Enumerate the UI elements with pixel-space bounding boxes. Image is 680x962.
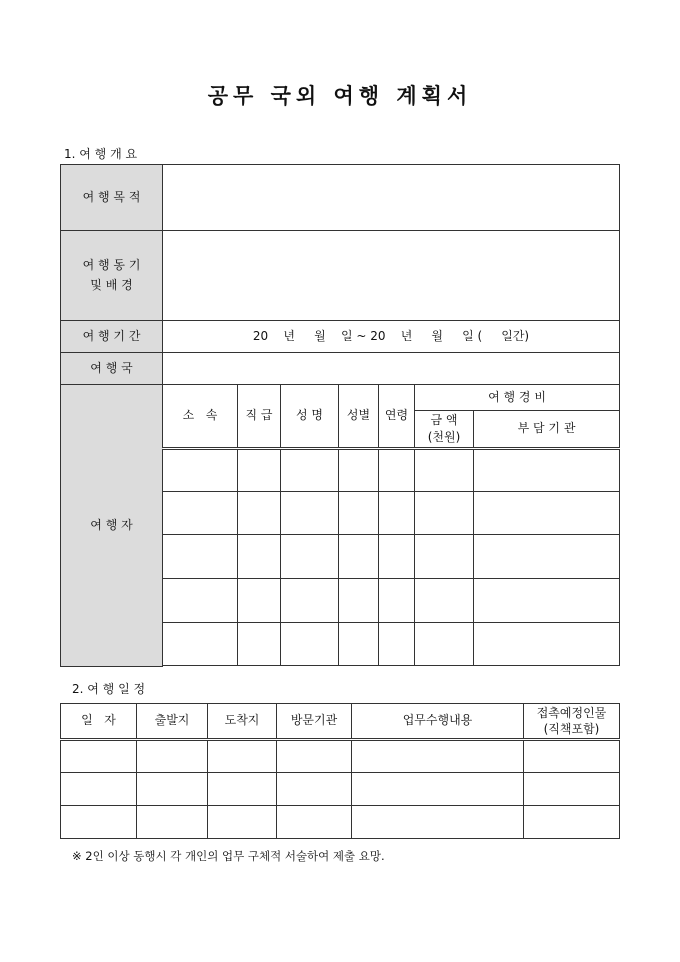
cell[interactable] [524,806,620,839]
col-payer: 부 담 기 관 [474,411,620,449]
col-affiliation: 소 속 [163,385,238,449]
cell[interactable] [277,740,352,773]
cell[interactable] [524,740,620,773]
section1-heading: 1. 여 행 개 요 [64,147,138,161]
purpose-label: 여 행 목 적 [61,165,163,231]
cell[interactable] [339,579,379,623]
cell[interactable] [379,623,415,666]
col-gender: 성별 [339,385,379,449]
cell[interactable] [474,623,620,666]
cell[interactable] [281,579,339,623]
period-field[interactable]: 20 년 월 일 ~ 20 년 월 일 ( 일간) [163,321,620,353]
cell[interactable] [415,623,474,666]
country-field[interactable] [163,353,620,385]
cell[interactable] [281,492,339,535]
col-arrival: 도착지 [208,704,277,740]
cell[interactable] [339,535,379,579]
col-agency: 방문기관 [277,704,352,740]
col-name: 성 명 [281,385,339,449]
col-amount-line2: (천원) [427,430,461,444]
cell[interactable] [238,449,281,492]
cell[interactable] [281,623,339,666]
col-age: 연령 [379,385,415,449]
col-amount [415,411,474,449]
cell[interactable] [415,579,474,623]
period-label: 여 행 기 간 [61,321,163,353]
cell[interactable] [352,740,524,773]
cell[interactable] [474,579,620,623]
cell[interactable] [415,492,474,535]
col-contact-line2: (직책포함) [543,722,600,736]
cell[interactable] [137,806,208,839]
cell[interactable] [352,773,524,806]
cell[interactable] [208,806,277,839]
document-title: 공무 국외 여행 계획서 [207,83,473,108]
col-task: 업무수행내용 [352,704,524,740]
cell[interactable] [137,773,208,806]
footnote: ※ 2인 이상 동행시 각 개인의 업무 구체적 서술하여 제출 요망. [72,849,385,863]
cell[interactable] [277,806,352,839]
purpose-field[interactable] [163,165,620,231]
schedule-row [61,740,620,773]
cell[interactable] [379,449,415,492]
cell[interactable] [474,449,620,492]
cell[interactable] [61,806,137,839]
cell[interactable] [137,740,208,773]
cell[interactable] [339,623,379,666]
country-label: 여 행 국 [61,353,163,385]
col-expense: 여 행 경 비 [415,385,620,411]
cell[interactable] [415,449,474,492]
schedule-row [61,806,620,839]
col-date: 일 자 [61,704,137,740]
traveler-label: 여 행 자 [61,385,163,667]
cell[interactable] [339,449,379,492]
cell[interactable] [474,535,620,579]
motive-label-line1: 여 행 동 기 [82,258,141,273]
cell[interactable] [238,535,281,579]
section2-heading: 2. 여 행 일 정 [72,682,146,696]
cell[interactable] [208,740,277,773]
motive-label-line2: 및 배 경 [90,277,133,292]
col-contact [524,704,620,740]
cell[interactable] [281,449,339,492]
col-departure: 출발지 [137,704,208,740]
motive-label [61,231,163,321]
travel-overview-table [60,164,620,667]
cell[interactable] [163,535,238,579]
cell[interactable] [208,773,277,806]
col-rank: 직 급 [238,385,281,449]
cell[interactable] [379,492,415,535]
cell[interactable] [339,492,379,535]
cell[interactable] [352,806,524,839]
cell[interactable] [163,579,238,623]
cell[interactable] [379,579,415,623]
cell[interactable] [163,623,238,666]
cell[interactable] [281,535,339,579]
col-contact-line1: 접촉예정인물 [536,705,607,720]
col-amount-line1: 금 액 [430,413,458,428]
cell[interactable] [379,535,415,579]
cell[interactable] [61,773,137,806]
motive-field[interactable] [163,231,620,321]
cell[interactable] [415,535,474,579]
cell[interactable] [163,449,238,492]
cell[interactable] [474,492,620,535]
cell[interactable] [524,773,620,806]
cell[interactable] [238,492,281,535]
cell[interactable] [238,579,281,623]
cell[interactable] [238,623,281,666]
travel-schedule-table [60,703,620,839]
cell[interactable] [277,773,352,806]
cell[interactable] [163,492,238,535]
cell[interactable] [61,740,137,773]
schedule-row [61,773,620,806]
